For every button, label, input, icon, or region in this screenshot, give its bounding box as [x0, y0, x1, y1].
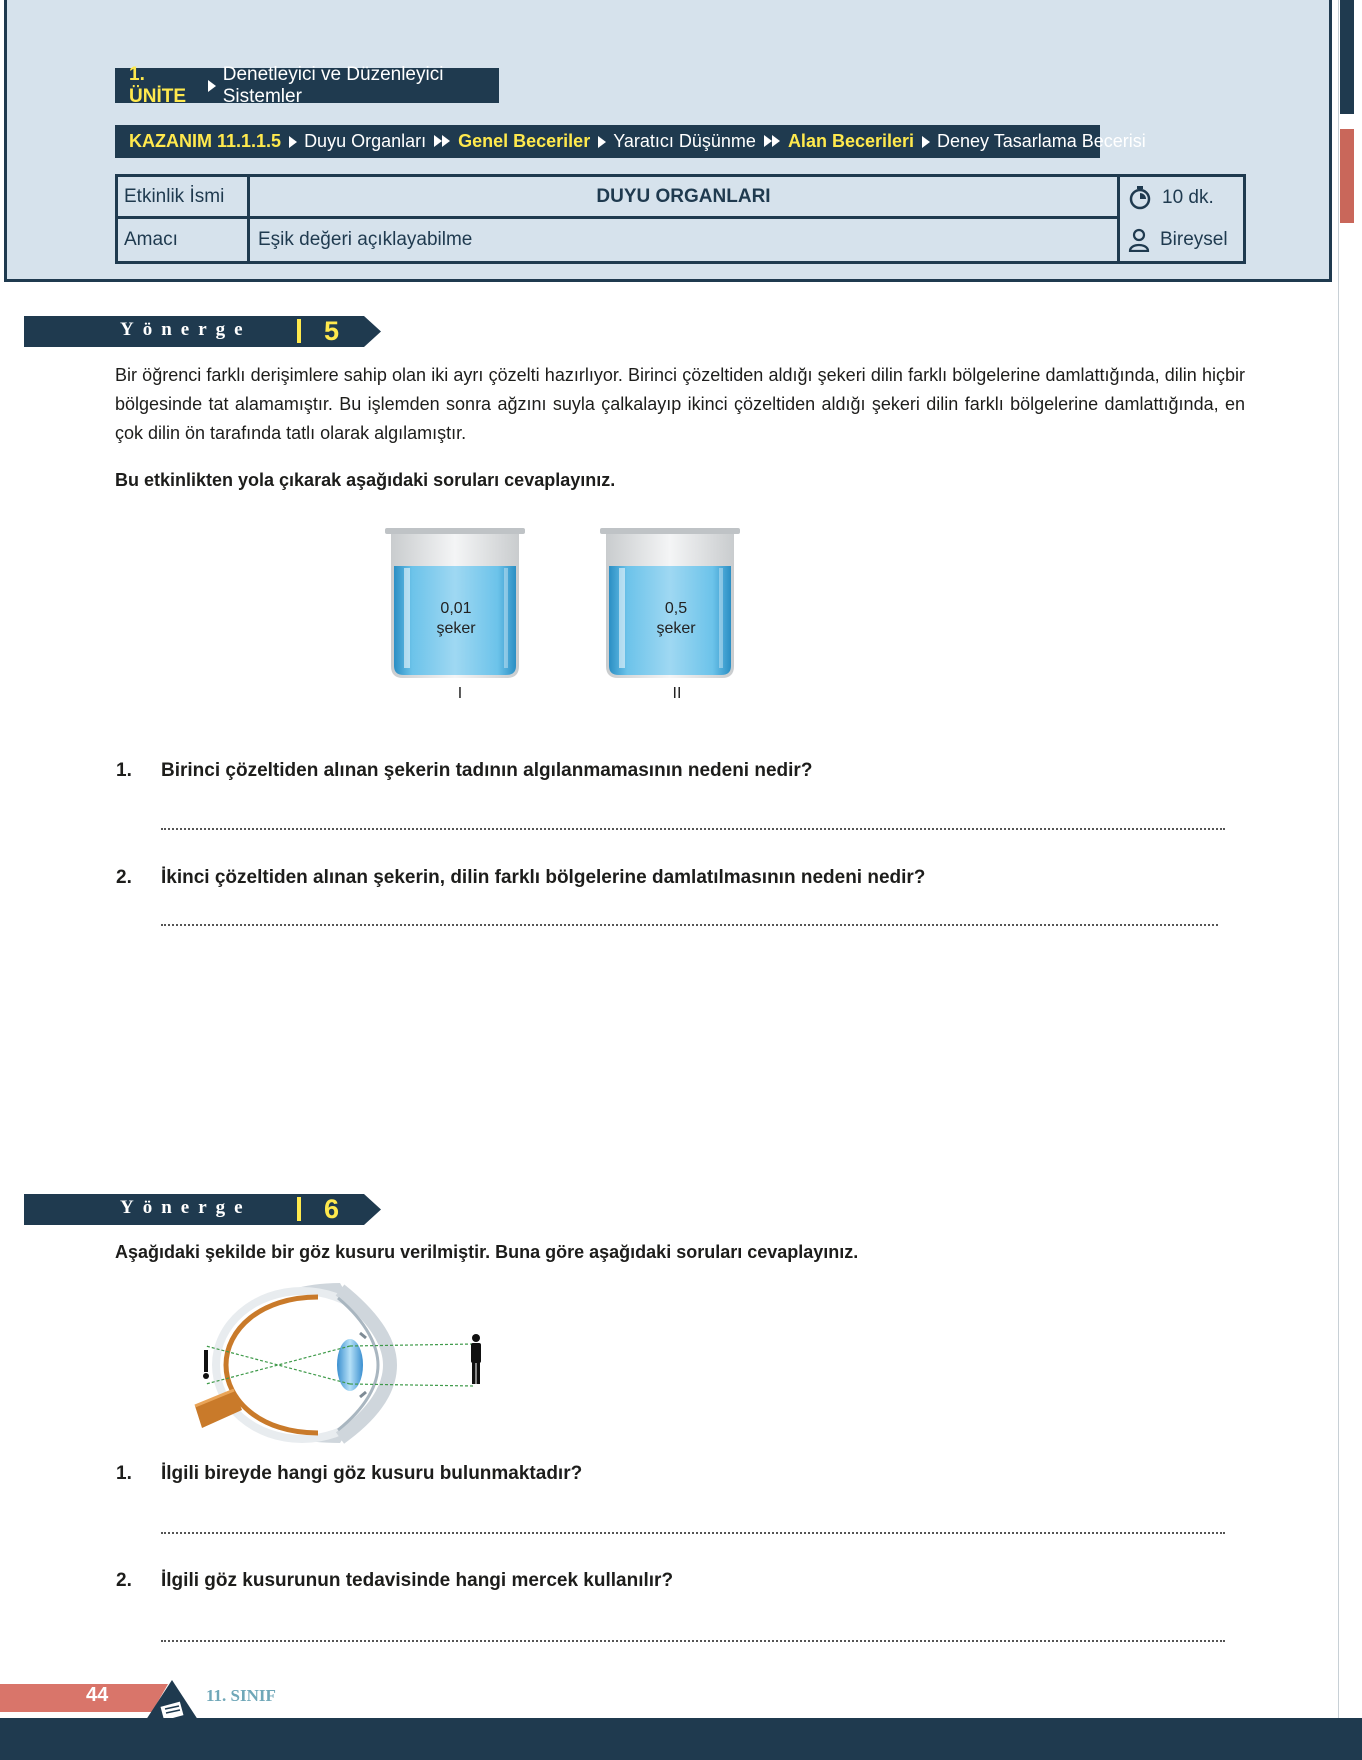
beaker-2-roman: II: [672, 685, 682, 702]
yonerge-5-banner: [24, 316, 382, 347]
activity-info-table: [115, 174, 1246, 264]
section5-instruction: Bu etkinlikten yola çıkarak aşağıdaki soruları cevaplayınız.: [115, 470, 616, 490]
yonerge-number: 5: [324, 316, 340, 346]
answer-line[interactable]: [161, 828, 1225, 830]
yonerge-number: 6: [324, 1194, 340, 1224]
beaker-2-label: 0,5 şeker: [656, 600, 696, 637]
scenario-paragraph: Bir öğrenci farklı derişimlere sahip olan iki ayrı çözelti hazırlıyor. Birinci çözeltiden aldığı şekeri dilin farklı bölgelerine damlattığında, dilin hiçbir bölgesinde tat alamamıştır. Bu işlemden sonra ağzını suyla çalkalayıp ikinci çözeltiden aldığı şekeri dilin farklı bölgelerine damlattığında, en çok dilin ön tarafında tatlı olarak algılamıştır.: [115, 365, 1245, 443]
arrow-right-icon: [598, 136, 606, 148]
right-edge-rule: [1338, 0, 1339, 1760]
unit-number: 1. ÜNİTE: [129, 63, 186, 107]
answer-line[interactable]: [161, 1640, 1225, 1642]
stopwatch-icon: [1128, 185, 1152, 211]
question-text: Birinci çözeltiden alınan şekerin tadının algılanmamasının nedeni nedir?: [161, 760, 813, 781]
question-number: 2.: [116, 867, 132, 888]
right-edge-bar-accent: [1340, 129, 1354, 223]
question-number: 1.: [116, 760, 132, 781]
arrow-right-icon: [208, 80, 216, 92]
yonerge-label: Yönerge: [120, 319, 252, 340]
kazanim-label: KAZANIM 11.1.1.5: [129, 131, 282, 151]
double-arrow-right-icon: [434, 131, 450, 152]
inverted-image-figure: [203, 1350, 209, 1379]
kazanim-topic: Duyu Organları: [304, 131, 427, 151]
field-skills-label: Alan Becerileri: [787, 131, 914, 151]
grade-label: 11. SINIF: [206, 1686, 276, 1705]
purpose-value: Eşik değeri açıklayabilme: [250, 219, 1120, 261]
activity-name: DUYU ORGANLARI: [250, 177, 1120, 219]
field-skill: Deney Tasarlama Becerisi: [937, 131, 1146, 151]
answer-line[interactable]: [161, 924, 1218, 926]
general-skills-label: Genel Beceriler: [458, 131, 591, 151]
unit-bar: [115, 63, 499, 107]
person-silhouette-icon: [471, 1334, 481, 1384]
question-number: 1.: [116, 1463, 132, 1484]
right-edge-bar-top: [1340, 0, 1354, 114]
general-skill: Yaratıcı Düşünme: [613, 131, 756, 151]
yonerge-6-banner: [24, 1194, 382, 1225]
question-text: İkinci çözeltiden alınan şekerin, dilin farklı bölgelerine damlatılmasının nedeni nedir?: [161, 867, 926, 888]
footer-bar: [0, 1718, 1362, 1760]
unit-title: Denetleyici ve Düzenleyici Sistemler: [222, 63, 444, 107]
double-arrow-right-icon: [764, 131, 780, 152]
kazanim-bar: [115, 125, 1146, 158]
question-number: 2.: [116, 1570, 132, 1591]
eye-defect-diagram: [190, 1278, 490, 1448]
duration-value: 10 dk.: [1162, 187, 1214, 208]
person-icon: [1128, 228, 1150, 252]
arrow-right-icon: [289, 136, 297, 148]
arrow-right-icon: [922, 136, 930, 148]
yonerge-label: Yönerge: [120, 1197, 252, 1218]
beaker-1-roman: I: [457, 685, 463, 702]
activity-name-label: Etkinlik İsmi: [118, 177, 250, 219]
duration-cell: [1120, 177, 1243, 219]
question-text: İlgili göz kusurunun tedavisinde hangi mercek kullanılır?: [161, 1570, 674, 1591]
beaker-1-label: 0,01 şeker: [436, 600, 476, 637]
mode-value: Bireysel: [1160, 229, 1228, 250]
purpose-label: Amacı: [118, 219, 250, 261]
mode-cell: [1120, 219, 1243, 261]
question-text: İlgili bireyde hangi göz kusuru bulunmaktadır?: [161, 1463, 583, 1484]
answer-line[interactable]: [161, 1532, 1225, 1534]
section6-instruction: Aşağıdaki şekilde bir göz kusuru verilmiştir. Buna göre aşağıdaki soruları cevaplayınız.: [115, 1242, 859, 1262]
page-number: 44: [86, 1684, 109, 1706]
